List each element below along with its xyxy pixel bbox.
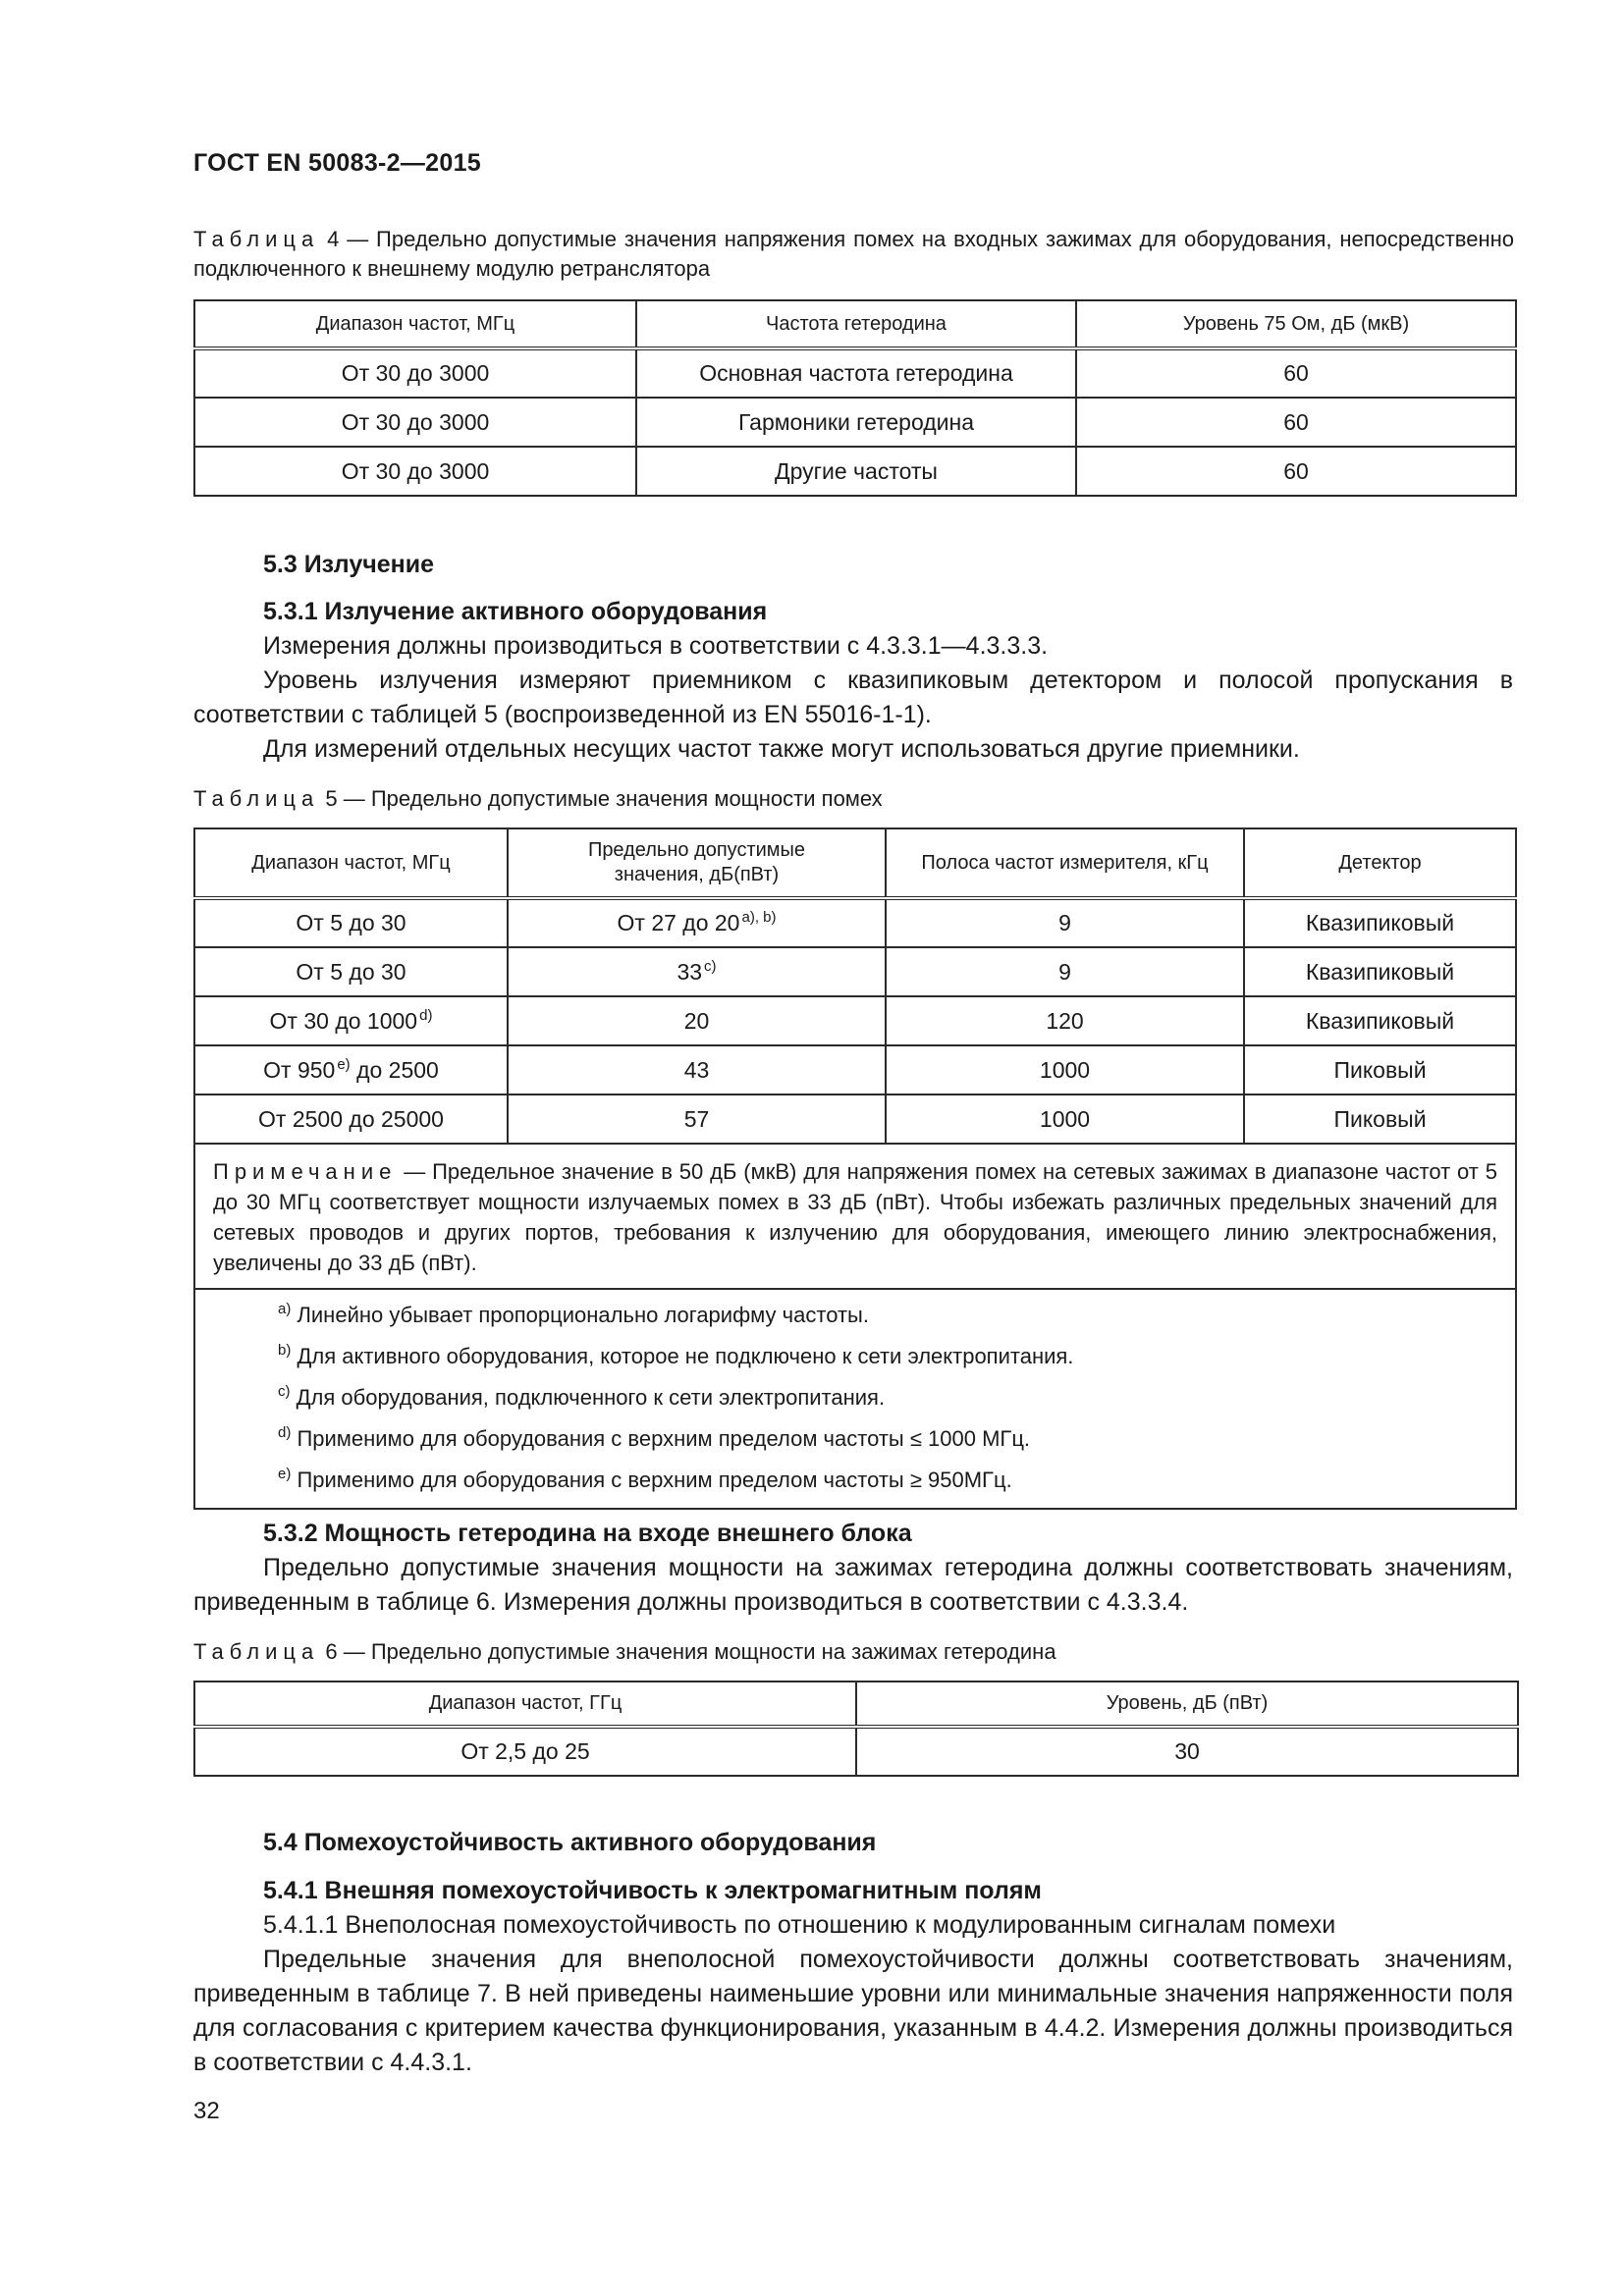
table6 — [193, 1681, 1519, 1777]
table-cell — [194, 1045, 508, 1095]
table-row — [194, 447, 1516, 496]
section-heading: 5.3 Излучение — [263, 551, 435, 578]
table6-header-cell: Уровень, дБ (пВт) — [856, 1682, 1518, 1727]
table-cell: Квазипиковый — [1244, 898, 1516, 947]
footnote — [276, 1296, 1497, 1337]
table-cell: 1000 — [886, 1045, 1244, 1095]
footnote-text: Применимо для оборудования с верхним пределом частоты ≥ 950МГц. — [291, 1468, 1012, 1492]
paragraph: Предельные значения для внеполосной помехоустойчивости должны соответствовать значениям, приведенным в таблице 7. В ней приведены наименьшие уровни или минимальные значения напряженности поля для согласования с критерием качества функционирования, указанным в 4.4.2. Измерения должны производиться в соответствии с 4.4.3.1. — [193, 1946, 1513, 2076]
footnote-mark: d) — [278, 1424, 292, 1441]
table6-header-row — [194, 1682, 1518, 1727]
table4 — [193, 299, 1517, 497]
table4-caption-text: 4 — Предельно допустимые значения напряжения помех на входных зажимах для оборудования, непосредственно подключенного к внешнему модулю ретранслятора — [193, 227, 1514, 281]
table5-caption-label: Таблица — [193, 786, 320, 811]
table-cell: Пиковый — [1244, 1045, 1516, 1095]
table-cell — [508, 947, 886, 996]
document-header: ГОСТ EN 50083-2—2015 — [193, 149, 481, 177]
footnote — [276, 1461, 1497, 1502]
table-row — [194, 348, 1516, 398]
table-cell: 1000 — [886, 1095, 1244, 1144]
table5-footnotes-row — [194, 1289, 1516, 1509]
table4-caption-label: Таблица — [193, 227, 320, 251]
table-cell: 9 — [886, 947, 1244, 996]
paragraph: Предельно допустимые значения мощности на зажимах гетеродина должны соответствовать значениям, приведенным в таблице 6. Измерения должны производиться в соответствии с 4.3.3.4. — [193, 1554, 1513, 1616]
footnote-text: Для оборудования, подключенного к сети электропитания. — [290, 1385, 886, 1410]
footnote — [276, 1337, 1497, 1378]
table-row — [194, 996, 1516, 1045]
cell-text: От 5 до 30 — [296, 910, 406, 935]
paragraph: Уровень излучения измеряют приемником с квазипиковым детектором и полосой пропускания в соответствии с таблицей 5 (воспроизведенной из EN 55016-1-1). — [193, 667, 1513, 728]
table6-caption-text: 6 — Предельно допустимые значения мощности на зажимах гетеродина — [325, 1639, 1056, 1664]
footnote-mark: d) — [419, 1006, 433, 1024]
paragraph: Измерения должны производиться в соответствии с 4.3.3.1—4.3.3.3. — [263, 632, 1049, 660]
subsection-heading: 5.3.2 Мощность гетеродина на входе внешнего блока — [263, 1520, 912, 1547]
table-cell: Квазипиковый — [1244, 947, 1516, 996]
table-row — [194, 398, 1516, 447]
table-cell: От 2,5 до 25 — [194, 1727, 856, 1776]
table5-caption — [193, 784, 1514, 814]
table-cell — [194, 947, 508, 996]
note-text: — Предельное значение в 50 дБ (мкВ) для напряжения помех на сетевых зажимах в диапазоне частот от 5 до 30 МГц соответствует мощности излучаемых помех в 33 дБ (пВт). Чтобы избежать различных предельных значений для сетевых проводов и других портов, требования к излучению для оборудования, имеющего линию электроснабжения, увеличены до 33 дБ (пВт). — [213, 1159, 1497, 1275]
page-number: 32 — [193, 2098, 220, 2124]
table5-header-cell: Диапазон частот, МГц — [194, 828, 508, 898]
subsection-heading: 5.3.1 Излучение активного оборудования — [263, 598, 768, 625]
cell-text: до 2500 — [350, 1056, 439, 1083]
table6-header-cell: Диапазон частот, ГГц — [194, 1682, 856, 1727]
table-cell — [194, 898, 508, 947]
cell-text: 43 — [683, 1056, 710, 1083]
cell-text: От 2500 до 25000 — [258, 1105, 444, 1132]
table-cell: Другие частоты — [636, 447, 1076, 496]
table4-header-cell: Частота гетеродина — [636, 300, 1076, 348]
table4-header-cell: Диапазон частот, МГц — [194, 300, 636, 348]
table-row — [194, 1045, 1516, 1095]
section-5-3-1-body — [193, 595, 1513, 767]
table-row — [194, 1095, 1516, 1144]
footnote — [276, 1378, 1497, 1419]
cell-text: 20 — [683, 1007, 710, 1034]
table4-caption — [193, 225, 1514, 284]
table-cell: 120 — [886, 996, 1244, 1045]
table-cell: Пиковый — [1244, 1095, 1516, 1144]
table-cell — [194, 1095, 508, 1144]
table6-caption-label: Таблица — [193, 1639, 320, 1664]
table5-header-cell: Предельно допустимые значения, дБ(пВт) — [508, 828, 886, 898]
footnote-mark: a) — [278, 1301, 292, 1317]
footnote-mark: c) — [278, 1383, 291, 1400]
cell-text: 33 — [677, 958, 703, 985]
section-heading: 5.4 Помехоустойчивость активного оборудования — [263, 1829, 877, 1856]
table5-note — [194, 1144, 1516, 1289]
table-cell: От 30 до 3000 — [194, 398, 636, 447]
table-cell: 9 — [886, 898, 1244, 947]
subsection-heading: 5.4.1 Внешняя помехоустойчивость к электромагнитным полям — [263, 1877, 1042, 1904]
table-row — [194, 898, 1516, 947]
cell-text: От 30 до 1000 — [269, 1007, 418, 1034]
table-cell — [508, 1045, 886, 1095]
footnote-mark: e) — [337, 1055, 351, 1073]
table5-header-cell: Полоса частот измерителя, кГц — [886, 828, 1244, 898]
footnote-mark: b) — [278, 1342, 292, 1359]
cell-text: От 27 до 20 — [617, 910, 740, 935]
note-label: Примечание — [213, 1159, 398, 1184]
table-cell: Основная частота гетеродина — [636, 348, 1076, 398]
footnote-text: Линейно убывает пропорционально логарифму частоты. — [291, 1303, 869, 1327]
table6-caption — [193, 1637, 1514, 1667]
table5-footnotes — [194, 1289, 1516, 1509]
table-row — [194, 1727, 1518, 1776]
cell-text: От 950 — [263, 1056, 336, 1083]
table5-caption-text: 5 — Предельно допустимые значения мощности помех — [325, 786, 883, 811]
table-cell: 60 — [1076, 348, 1516, 398]
table-cell: 30 — [856, 1727, 1518, 1776]
section-5-4-1-body — [193, 1874, 1513, 2080]
table-cell — [508, 1095, 886, 1144]
table5-header-row — [194, 828, 1516, 898]
table5-header-cell: Детектор — [1244, 828, 1516, 898]
footnote-mark: a), b) — [741, 909, 777, 926]
footnote — [276, 1419, 1497, 1461]
footnote-mark: e) — [278, 1466, 292, 1482]
cell-text: 57 — [683, 1105, 710, 1132]
paragraph: 5.4.1.1 Внеполосная помехоустойчивость по отношению к модулированным сигналам помехи — [263, 1911, 1336, 1939]
cell-text: От 5 до 30 — [296, 958, 406, 985]
table-cell: Гармоники гетеродина — [636, 398, 1076, 447]
table4-header-cell: Уровень 75 Ом, дБ (мкВ) — [1076, 300, 1516, 348]
table5 — [193, 828, 1517, 1510]
table-cell: От 30 до 3000 — [194, 348, 636, 398]
table4-header-row — [194, 300, 1516, 348]
section-5-3-2-body — [193, 1517, 1513, 1620]
table-cell: 60 — [1076, 447, 1516, 496]
table-cell: 60 — [1076, 398, 1516, 447]
table-cell — [508, 898, 886, 947]
table5-note-row — [194, 1144, 1516, 1289]
footnote-text: Для активного оборудования, которое не подключено к сети электропитания. — [291, 1344, 1074, 1368]
table-cell — [194, 996, 508, 1045]
table-cell: От 30 до 3000 — [194, 447, 636, 496]
table-cell — [508, 996, 886, 1045]
footnote-mark: c) — [704, 957, 717, 975]
footnote-text: Применимо для оборудования с верхним пределом частоты ≤ 1000 МГц. — [291, 1426, 1031, 1451]
paragraph: Для измерений отдельных несущих частот также могут использоваться другие приемники. — [263, 735, 1300, 763]
table-cell: Квазипиковый — [1244, 996, 1516, 1045]
table-row — [194, 947, 1516, 996]
